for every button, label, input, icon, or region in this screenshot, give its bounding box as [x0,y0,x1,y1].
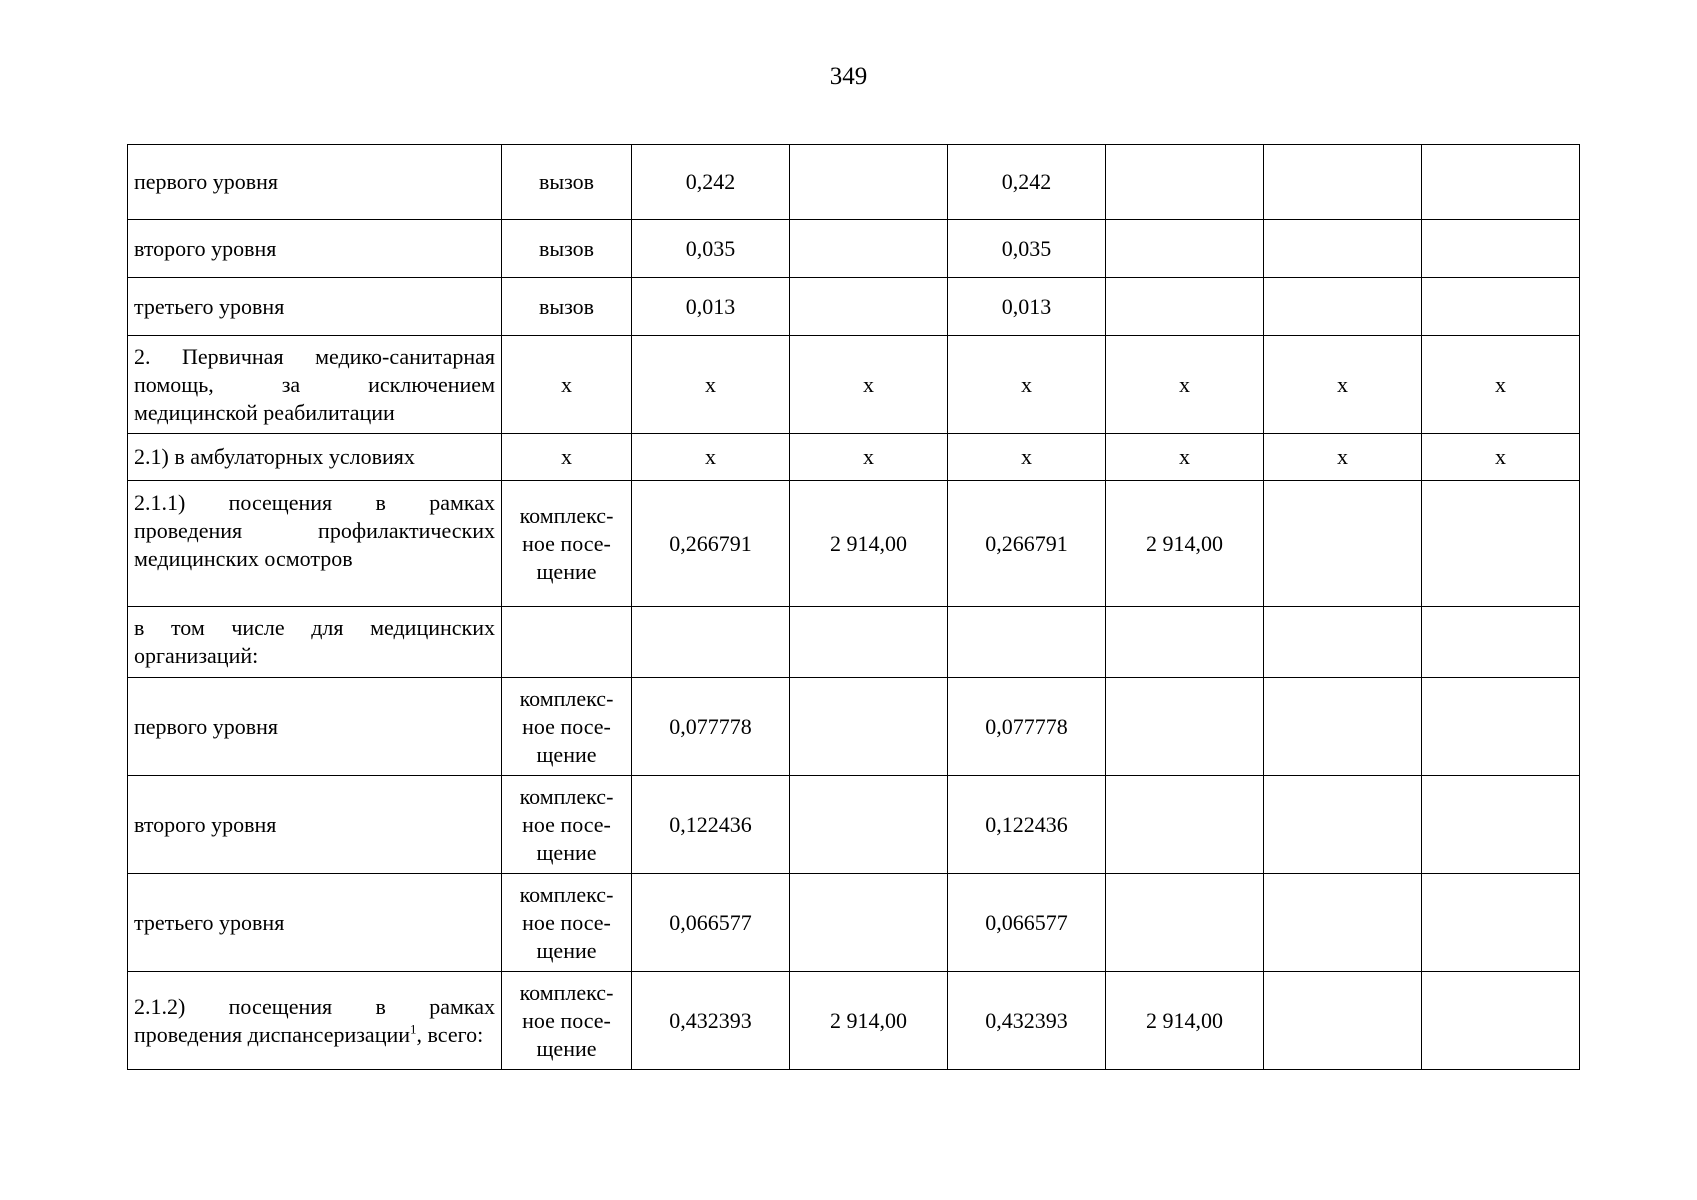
row-label-text: 2.1.2) посещения в рамках проведения диспансеризации [134,993,495,1047]
unit-cell: комплекс-ное посе-щение [502,972,632,1070]
value-cell: 0,122436 [632,776,790,874]
table-row [128,607,1580,678]
value-cell [1106,678,1264,776]
value-cell: 0,035 [632,220,790,278]
value-cell: х [790,336,948,434]
value-cell [790,278,948,336]
table-row [128,972,1580,1070]
table-row [128,434,1580,481]
value-cell [790,220,948,278]
unit-cell: комплекс-ное посе-щение [502,874,632,972]
unit-cell: х [502,434,632,481]
value-cell [1264,607,1422,678]
table-row [128,678,1580,776]
value-cell [1422,278,1580,336]
value-cell [1106,278,1264,336]
table-row [128,220,1580,278]
value-cell: х [1264,336,1422,434]
table-row [128,145,1580,220]
unit-cell: вызов [502,220,632,278]
value-cell [1422,678,1580,776]
value-cell [1422,776,1580,874]
value-cell: 0,242 [948,145,1106,220]
value-cell [632,607,790,678]
row-label: 2. Первичная медико-санитарная помощь, за исключением медицинской реабилитации [128,336,502,434]
value-cell: 0,066577 [632,874,790,972]
unit-cell [502,607,632,678]
value-cell [1422,607,1580,678]
row-label: третьего уровня [128,874,502,972]
value-cell [1264,145,1422,220]
table-row [128,874,1580,972]
value-cell [1264,481,1422,607]
row-label-suffix: , всего: [416,1021,484,1047]
row-label: в том числе для медицинских организаций: [128,607,502,678]
table-row [128,278,1580,336]
unit-cell: комплекс-ное посе-щение [502,678,632,776]
value-cell: х [948,434,1106,481]
value-cell: х [1106,336,1264,434]
value-cell: 0,013 [632,278,790,336]
value-cell [948,607,1106,678]
row-label [128,972,502,1070]
value-cell [790,776,948,874]
row-label: первого уровня [128,145,502,220]
value-cell [1422,874,1580,972]
value-cell [1422,220,1580,278]
unit-cell: вызов [502,145,632,220]
value-cell [1106,145,1264,220]
unit-cell: х [502,336,632,434]
page-number: 349 [829,63,868,90]
value-cell [1106,874,1264,972]
value-cell: х [1422,336,1580,434]
value-cell: х [1264,434,1422,481]
value-cell: 2 914,00 [790,972,948,1070]
value-cell: 0,266791 [632,481,790,607]
value-cell [790,874,948,972]
value-cell: х [632,336,790,434]
row-label: третьего уровня [128,278,502,336]
value-cell [1264,776,1422,874]
value-cell [1264,678,1422,776]
value-cell: 2 914,00 [1106,972,1264,1070]
table-row [128,481,1580,607]
value-cell [1106,220,1264,278]
value-cell [1264,220,1422,278]
value-cell [1422,145,1580,220]
value-cell: 0,035 [948,220,1106,278]
value-cell: 0,066577 [948,874,1106,972]
value-cell: 0,432393 [948,972,1106,1070]
footnote-mark: 1 [410,1021,417,1037]
value-cell [790,145,948,220]
value-cell [790,607,948,678]
value-cell: 0,077778 [632,678,790,776]
value-cell: 0,013 [948,278,1106,336]
unit-cell: комплекс-ное посе-щение [502,481,632,607]
value-cell: х [1422,434,1580,481]
value-cell [1106,607,1264,678]
value-cell: 0,077778 [948,678,1106,776]
value-cell [790,678,948,776]
value-cell: 0,432393 [632,972,790,1070]
table-row [128,776,1580,874]
value-cell: х [1106,434,1264,481]
row-label: 2.1) в амбулаторных условиях [128,434,502,481]
row-label: второго уровня [128,220,502,278]
unit-cell: комплекс-ное посе-щение [502,776,632,874]
value-cell [1422,481,1580,607]
value-cell [1264,278,1422,336]
value-cell [1106,776,1264,874]
value-cell: х [632,434,790,481]
data-table [127,144,1580,1070]
value-cell [1264,972,1422,1070]
value-cell [1422,972,1580,1070]
row-label: второго уровня [128,776,502,874]
value-cell: 0,266791 [948,481,1106,607]
value-cell: х [948,336,1106,434]
value-cell: 2 914,00 [1106,481,1264,607]
value-cell: х [790,434,948,481]
value-cell: 0,122436 [948,776,1106,874]
value-cell [1264,874,1422,972]
table-row [128,336,1580,434]
row-label: 2.1.1) посещения в рамках проведения профилактических медицинских осмотров [128,481,502,607]
row-label: первого уровня [128,678,502,776]
unit-cell: вызов [502,278,632,336]
value-cell: 0,242 [632,145,790,220]
value-cell: 2 914,00 [790,481,948,607]
